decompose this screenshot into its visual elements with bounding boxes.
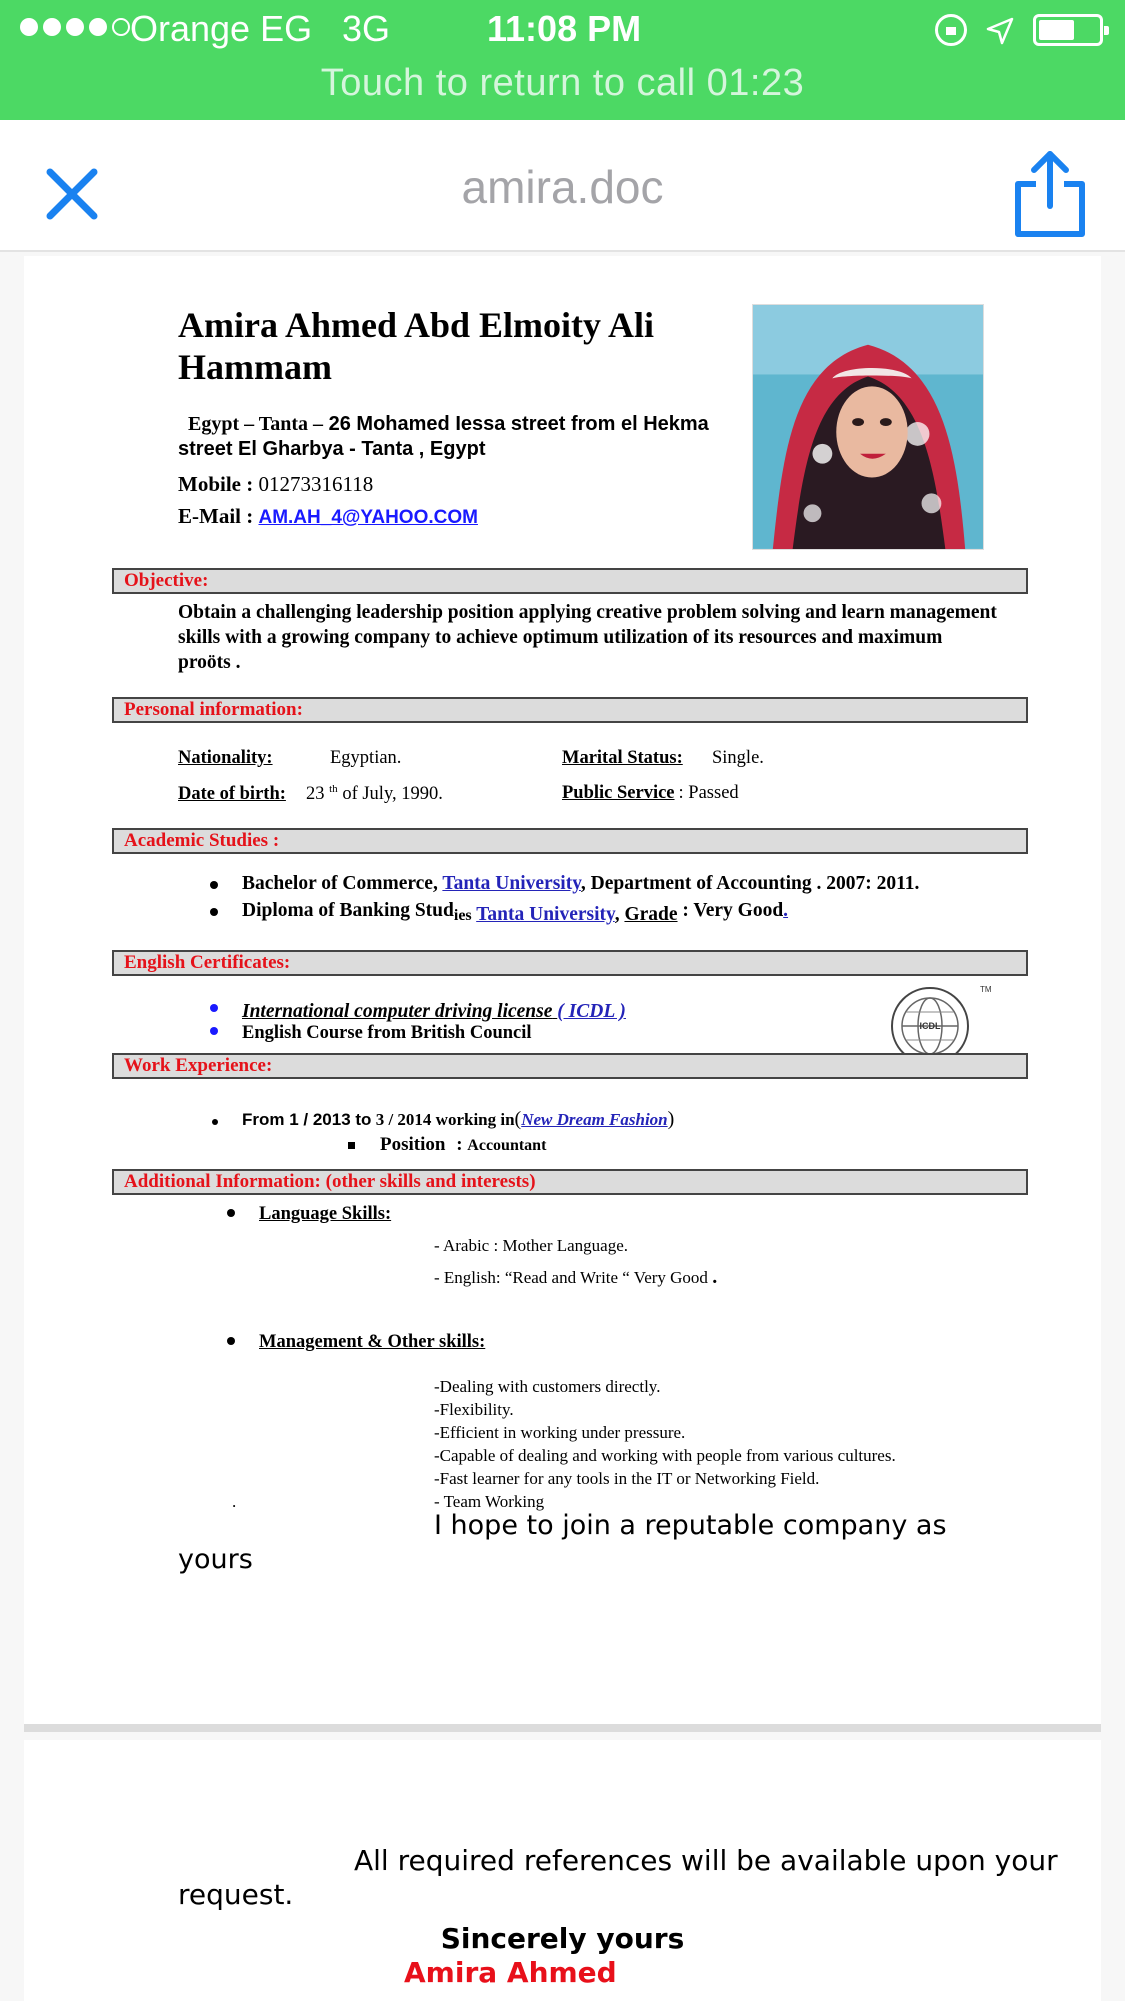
dob-rest: of July, 1990. bbox=[342, 784, 443, 805]
degree-bachelor: Bachelor of Commerce, bbox=[242, 873, 438, 894]
battery-icon bbox=[1033, 14, 1103, 46]
icdl-logo-text: ICDL bbox=[919, 1021, 941, 1031]
comma: , bbox=[614, 904, 620, 925]
position-value: Accountant bbox=[467, 1137, 547, 1154]
academic-item-diploma bbox=[242, 897, 1042, 925]
address-street: 26 Mohamed Iessa street from el Hekma street El Gharbya - Tanta , Egypt bbox=[178, 413, 709, 460]
rotation-lock-icon bbox=[935, 14, 967, 46]
references-note: All required references will be available upon your request. bbox=[178, 1844, 1058, 1911]
bullet-icon bbox=[210, 881, 218, 889]
position-line bbox=[380, 1134, 546, 1156]
skill-item: -Efficient in working under pressure. bbox=[434, 1423, 686, 1442]
language-english bbox=[434, 1266, 717, 1289]
dob-value bbox=[306, 783, 443, 805]
skill-item: -Flexibility. bbox=[434, 1400, 514, 1419]
profile-photo bbox=[752, 304, 984, 550]
language-skills-heading: Language Skills: bbox=[259, 1204, 392, 1224]
nationality-label: Nationality: bbox=[178, 748, 273, 768]
bullet-icon bbox=[212, 1119, 218, 1125]
icdl-text: International computer driving license bbox=[242, 1001, 553, 1022]
objective-text: Obtain a challenging leadership position applying creative problem solving and learn management skills with a growing company to achieve optimum utilization of its resources and maximum proöts . bbox=[178, 602, 997, 673]
bullet-icon bbox=[210, 908, 218, 916]
icdl-link[interactable]: ( ICDL ) bbox=[557, 1001, 626, 1022]
share-icon[interactable] bbox=[1010, 148, 1090, 238]
university-link[interactable]: Tanta University bbox=[476, 904, 615, 925]
sincerely-yours: Sincerely yours bbox=[440, 1922, 685, 1955]
email-label: E-Mail : bbox=[178, 504, 254, 528]
bullet-icon bbox=[210, 1027, 218, 1035]
skill-item: - Team Working bbox=[434, 1492, 545, 1511]
marital-status-label: Marital Status: bbox=[562, 748, 683, 768]
section-english-heading: English Certificates: bbox=[112, 950, 1028, 976]
signal-strength-icon bbox=[20, 18, 130, 36]
signature-name: Amira Ahmed bbox=[404, 1956, 617, 1989]
work-item bbox=[242, 1108, 674, 1131]
document-nav-bar bbox=[0, 120, 1125, 252]
stray-dot: . bbox=[232, 1492, 237, 1511]
mobile-label: Mobile : bbox=[178, 472, 254, 496]
work-to: 3 / 2014 working in bbox=[375, 1110, 515, 1129]
mobile-line bbox=[178, 472, 373, 497]
position-colon: : bbox=[456, 1134, 463, 1155]
square-bullet-icon bbox=[348, 1142, 355, 1149]
university-link[interactable]: Tanta University bbox=[442, 873, 581, 894]
page-divider bbox=[24, 1724, 1101, 1732]
position-label: Position bbox=[380, 1134, 446, 1155]
section-objective-heading: Objective: bbox=[112, 568, 1028, 594]
english-item-british-council: English Course from British Council bbox=[242, 1023, 532, 1043]
marital-status-value: Single. bbox=[712, 748, 764, 768]
mobile-number: 01273316118 bbox=[258, 472, 374, 496]
management-skills-heading: Management & Other skills: bbox=[259, 1332, 486, 1352]
public-service-label: Public Service bbox=[562, 783, 675, 803]
closing-sentence-line1: I hope to join a reputable company as bbox=[434, 1510, 947, 1541]
degree-diploma-tail: ies bbox=[453, 907, 472, 924]
paren-open: ( bbox=[514, 1108, 522, 1130]
address-city: Egypt – Tanta – bbox=[188, 413, 324, 435]
dob-suffix: th bbox=[329, 783, 338, 795]
nationality-value: Egyptian. bbox=[330, 748, 402, 768]
section-additional-heading: Additional Information: (other skills and interests) bbox=[112, 1169, 1028, 1195]
skill-item: -Capable of dealing and working with people from various cultures. bbox=[434, 1446, 896, 1465]
status-bar bbox=[0, 0, 1125, 120]
section-academic-heading: Academic Studies : bbox=[112, 828, 1028, 854]
public-service-line bbox=[562, 783, 739, 804]
skill-item: -Dealing with customers directly. bbox=[434, 1377, 661, 1396]
degree-diploma: Diploma of Banking Stud bbox=[242, 900, 454, 921]
public-service-value: : Passed bbox=[678, 783, 739, 803]
grade-label: Grade bbox=[624, 904, 678, 925]
svg-text:TM: TM bbox=[980, 985, 992, 994]
academic-item-bachelor bbox=[242, 870, 1042, 897]
email-line bbox=[178, 504, 478, 529]
trailing-dot: . bbox=[783, 900, 789, 921]
section-work-heading: Work Experience: bbox=[112, 1053, 1028, 1079]
language-english-dot: . bbox=[712, 1266, 718, 1288]
location-arrow-icon bbox=[985, 16, 1015, 46]
status-time: 11:08 PM bbox=[487, 8, 642, 49]
email-link[interactable]: AM.AH_4@YAHOO.COM bbox=[258, 507, 478, 528]
dob-day: 23 bbox=[306, 784, 325, 805]
carrier-name: Orange EG bbox=[130, 8, 313, 49]
network-type: 3G bbox=[342, 8, 391, 49]
document-page[interactable] bbox=[24, 256, 1101, 1724]
language-arabic: - Arabic : Mother Language. bbox=[434, 1236, 629, 1255]
language-english-text: - English: “Read and Write “ Very Good bbox=[434, 1268, 708, 1287]
candidate-name: Amira Ahmed Abd Elmoity Ali Hammam bbox=[178, 305, 655, 387]
paren-close: ) bbox=[667, 1108, 675, 1130]
dob-label: Date of birth: bbox=[178, 784, 286, 804]
document-title: amira.doc bbox=[461, 161, 664, 213]
bullet-icon bbox=[227, 1337, 235, 1345]
department: , Department of Accounting . 2007: 2011. bbox=[580, 873, 920, 894]
grade-value: : Very Good bbox=[682, 900, 784, 921]
bullet-icon bbox=[210, 1004, 218, 1012]
closing-sentence-line2: yours bbox=[178, 1544, 253, 1575]
return-to-call-banner[interactable]: Touch to return to call 01:23 bbox=[320, 62, 805, 104]
skill-item: -Fast learner for any tools in the IT or Networking Field. bbox=[434, 1469, 820, 1488]
work-from: From 1 / 2013 to bbox=[242, 1110, 372, 1129]
company-link[interactable]: New Dream Fashion bbox=[521, 1110, 668, 1129]
bullet-icon bbox=[227, 1209, 235, 1217]
document-page-2[interactable] bbox=[24, 1740, 1101, 2001]
address bbox=[178, 412, 738, 462]
section-personal-heading: Personal information: bbox=[112, 697, 1028, 723]
